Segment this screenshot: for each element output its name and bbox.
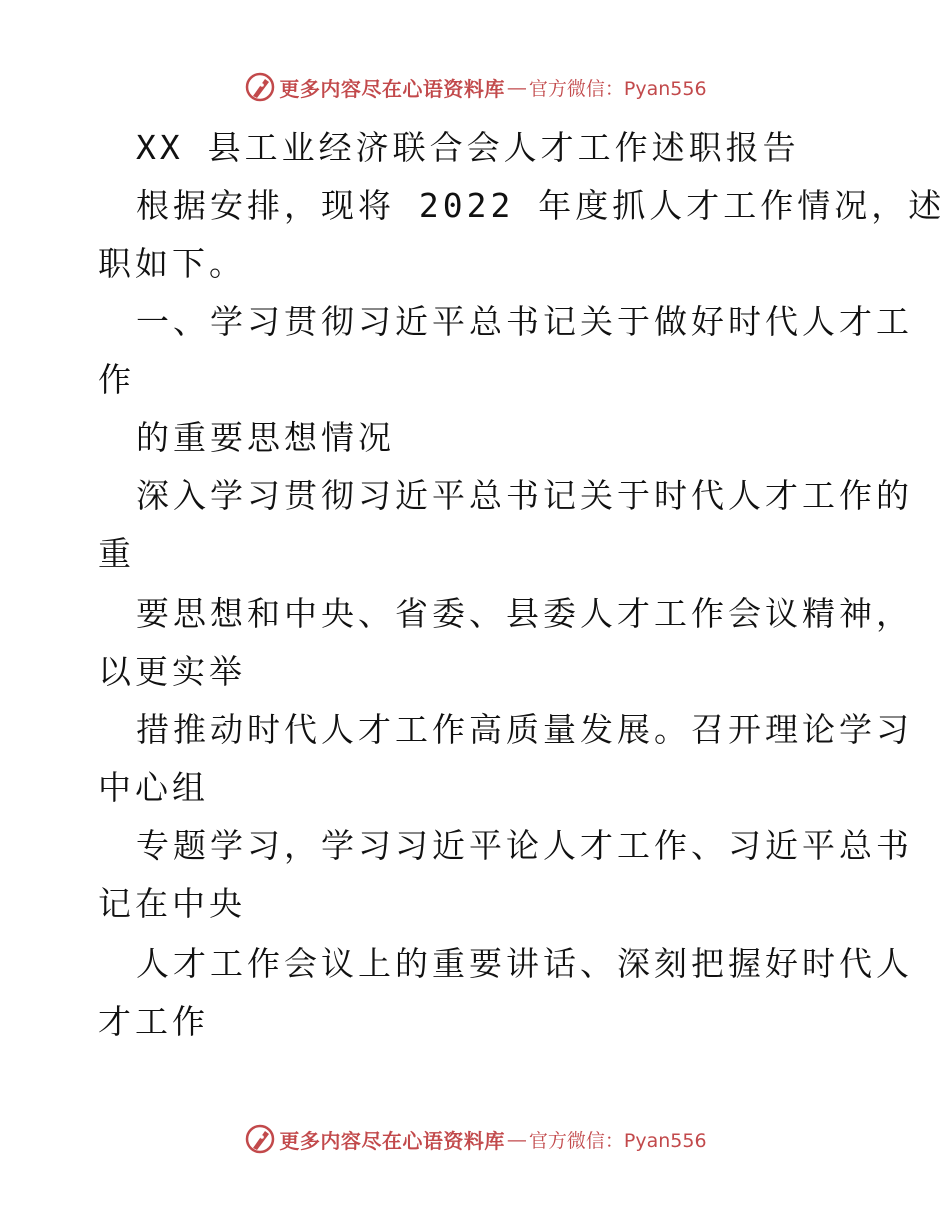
paragraph-line: 才工作 (98, 1002, 209, 1041)
document-title: XX 县工业经济联合会人才工作述职报告 (136, 128, 800, 167)
pen-nib-logo-icon (243, 70, 277, 104)
watermark-separator: — (506, 1127, 527, 1151)
watermark-contact: 官方微信：Pyan556 (528, 77, 707, 100)
watermark-contact: 官方微信：Pyan556 (528, 1129, 707, 1152)
watermark-brand: 更多内容尽在心语资料库 (279, 76, 505, 101)
paragraph-line: 记在中央 (98, 884, 246, 923)
watermark-brand: 更多内容尽在心语资料库 (279, 1128, 505, 1153)
paragraph-line: 要思想和中央、省委、县委人才工作会议精神， (136, 594, 913, 633)
header-watermark (0, 70, 950, 104)
section-heading-line: 的重要思想情况 (136, 418, 395, 457)
paragraph-line: 以更实举 (98, 652, 246, 691)
paragraph-line: 中心组 (98, 768, 209, 807)
section-heading-line: 作 (98, 360, 135, 399)
section-heading-line: 一、学习贯彻习近平总书记关于做好时代人才工 (136, 302, 913, 341)
footer-watermark (0, 1122, 950, 1156)
paragraph-line: 专题学习，学习习近平论人才工作、习近平总书 (136, 826, 913, 865)
paragraph-line: 人才工作会议上的重要讲话、深刻把握好时代人 (136, 944, 913, 983)
pen-nib-logo-icon (243, 1122, 277, 1156)
watermark-separator: — (506, 75, 527, 99)
paragraph-line: 根据安排，现将 2022 年度抓人才工作情况，述 (136, 186, 946, 225)
paragraph-line: 职如下。 (98, 244, 246, 283)
paragraph-line: 深入学习贯彻习近平总书记关于时代人才工作的 (136, 476, 913, 515)
paragraph-line: 措推动时代人才工作高质量发展。召开理论学习 (136, 710, 913, 749)
paragraph-line: 重 (98, 534, 135, 573)
